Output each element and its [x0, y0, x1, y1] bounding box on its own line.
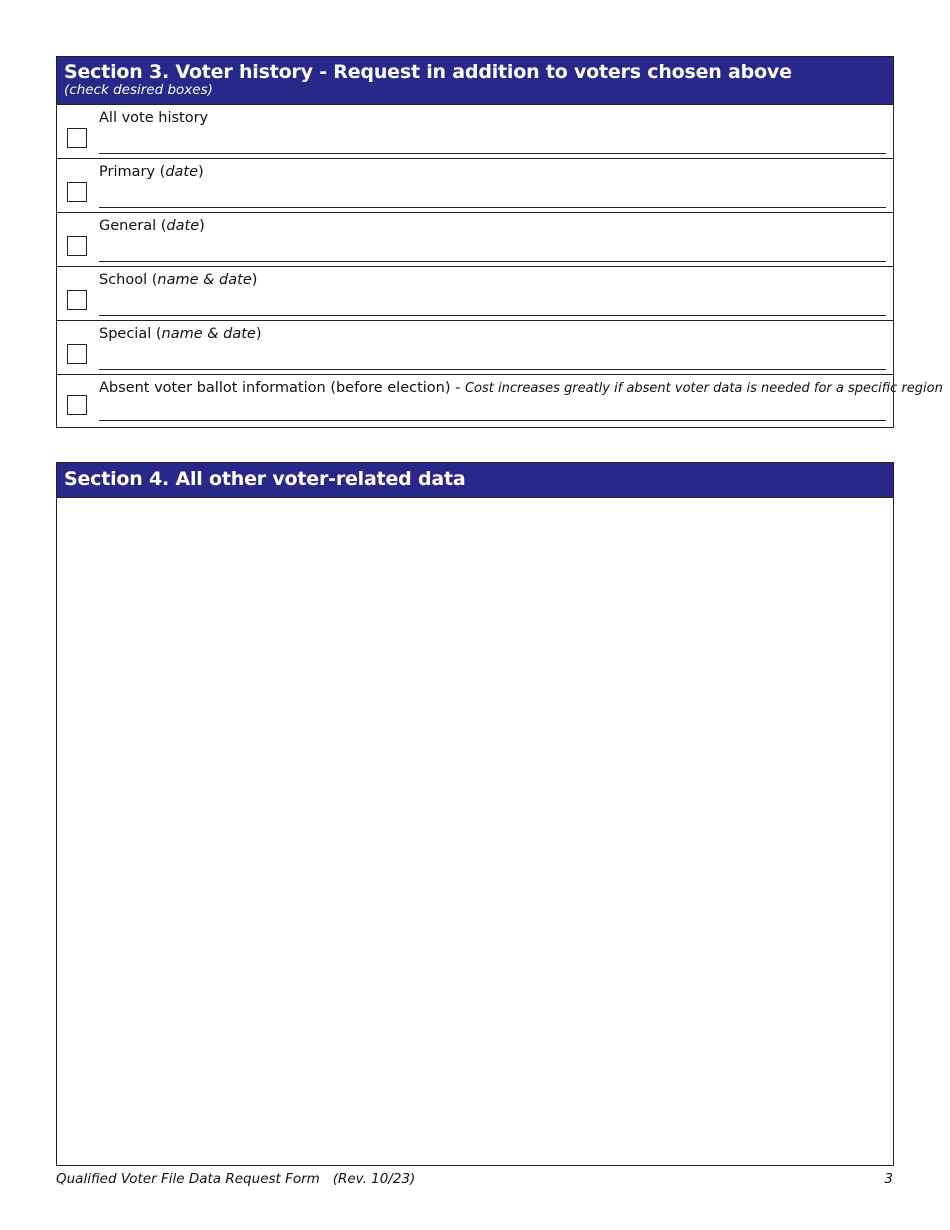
vote-history-row-all: [57, 105, 893, 159]
section-4-other-data: [56, 462, 894, 1166]
all-vote-history-label: All vote history: [99, 110, 209, 126]
general-date-field[interactable]: [99, 241, 886, 262]
school-name-date-field[interactable]: [99, 295, 886, 316]
vote-history-row-general: [57, 213, 893, 267]
vote-history-row-absent-voter: [57, 375, 943, 427]
vote-history-row-special: [57, 321, 893, 375]
other-voter-data-textarea[interactable]: [57, 498, 893, 1169]
special-checkbox[interactable]: [67, 344, 87, 364]
school-label: School (name & date): [99, 272, 258, 288]
absent-voter-field[interactable]: [99, 400, 886, 421]
all-vote-history-checkbox[interactable]: [67, 128, 87, 148]
section-3-subtitle: (check desired boxes): [64, 82, 213, 98]
general-checkbox[interactable]: [67, 236, 87, 256]
primary-checkbox[interactable]: [67, 182, 87, 202]
general-label: General (date): [99, 218, 205, 234]
all-vote-history-field[interactable]: [99, 133, 886, 154]
absent-voter-checkbox[interactable]: [67, 395, 87, 415]
footer-form-name: Qualified Voter File Data Request Form (Rev. 10/23): [56, 1171, 416, 1187]
special-label: Special (name & date): [99, 326, 262, 342]
footer-page-number: 3: [884, 1171, 893, 1187]
special-name-date-field[interactable]: [99, 349, 886, 370]
absent-voter-label: Absent voter ballot information (before election) - Cost increases greatly if absent voter data is needed for a specific region: [99, 380, 943, 396]
school-checkbox[interactable]: [67, 290, 87, 310]
section-4-title: Section 4. All other voter-related data: [64, 468, 466, 490]
primary-label: Primary (date): [99, 164, 204, 180]
section-3-header: [57, 57, 893, 105]
absent-voter-cost-note: Cost increases greatly if absent voter data is needed for a specific region: [464, 381, 943, 396]
primary-date-field[interactable]: [99, 187, 886, 208]
section-3-voter-history: [56, 56, 943, 428]
section-3-title: Section 3. Voter history - Request in addition to voters chosen above: [64, 61, 792, 83]
vote-history-row-primary: [57, 159, 893, 213]
section-4-header: [57, 463, 893, 498]
vote-history-row-school: [57, 267, 893, 321]
